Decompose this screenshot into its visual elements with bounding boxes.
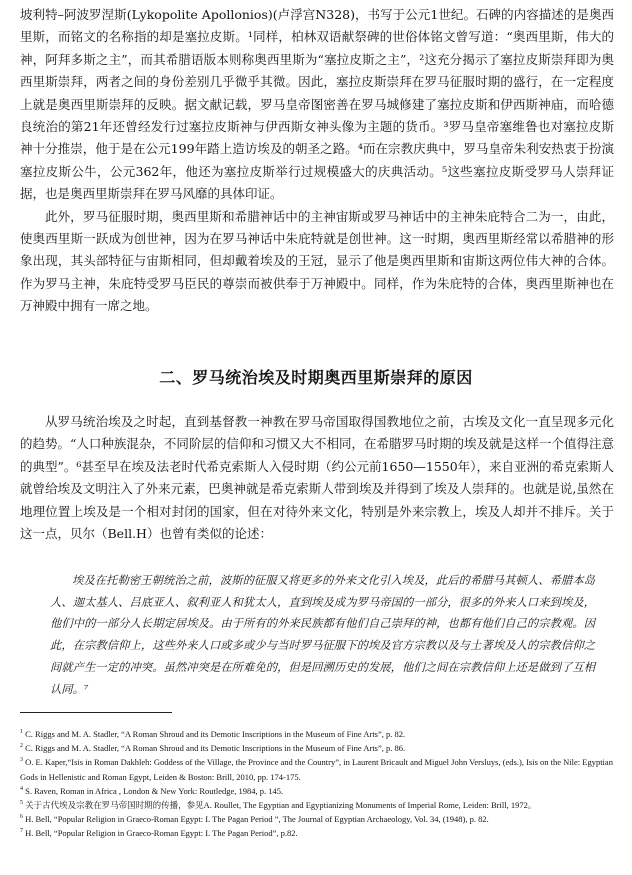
footnote (20, 826, 615, 840)
footnote-divider (20, 712, 172, 713)
footnote-text: O. E. Kaper,“Isis in Roman Dakhleh: Goddess of the Village, the Province and the Country”, in Laurent Bricault and Miguel John Versluys, (eds.), Isis on the Nile: Egyptian Gods in Hellenistic and Roman Egypt, Leiden & Boston: Brill, 2010, pp. 174-175. (20, 757, 613, 782)
footnote-number: 4 (20, 785, 23, 792)
footnote (20, 741, 615, 755)
body-text-section (20, 411, 614, 545)
footnote-number: 3 (20, 757, 23, 764)
paragraph-cultural-diversity: 从罗马统治埃及之时起，直到基督教一神教在罗马帝国取得国教地位之前，古埃及文化一直呈现多元化的趋势。“人口种族混杂，不同阶层的信仰和习惯又大不相同，在希腊罗马时期的埃及就是这样一个值得注意的典型”。⁶甚至早在埃及法老时代希克索斯人入侵时期（约公元前1650—1550年），来自亚洲的希克索斯人就曾给埃及文明注入了外来元素，巴奥神就是希克索斯人带到埃及并得到了埃及人崇拜的。也就是说,虽然在地理位置上埃及是一个相对封闭的国家，但在对待外来文化，特别是外来宗教上，埃及人却并不排斥。关于这一点，贝尔（Bell.H）也曾有类似的论述： (20, 414, 614, 542)
footnote-number: 5 (20, 800, 23, 807)
footnote-text: H. Bell, “Popular Religion in Graeco-Roman Egypt: I. The Pagan Period”, p.82. (25, 828, 298, 839)
footnote-text: S. Raven, Roman in Africa , London & New York: Routledge, 1984, p. 145. (25, 785, 284, 796)
footnote-number: 6 (20, 814, 23, 821)
footnote (20, 812, 615, 826)
footnote-text: C. Riggs and M. A. Stadler, “A Roman Shroud and its Demotic Inscriptions in the Museum of Fine Arts”, p. 82. (25, 729, 406, 739)
footnote (20, 755, 615, 783)
footnote-number: 2 (20, 743, 23, 750)
footnote (20, 784, 615, 798)
section-heading: 二、罗马统治埃及时期奥西里斯崇拜的原因 (159, 368, 473, 387)
block-quote-bell: 埃及在托勒密王朝统治之前，波斯的征服又将更多的外来文化引入埃及，此后的希腊马其顿人、希腊本岛人、迦太基人、吕底亚人、叙利亚人和犹太人，直到埃及成为罗马帝国的一部分，很多的外来人口来到埃及，他们中的一部分人长期定居埃及。由于所有的外来民族都有他们自己崇拜的神，也都有他们自己的宗教观。因此，在宗教信仰上，这些外来人口或多或少与当时罗马征服下的埃及官方宗教以及与土著埃及人的宗教信仰之间就产生一定的冲突。虽然冲突是在所难免的，但是回溯历史的发展，他们之间在宗教信仰上还是做到了互相认同。⁷ (50, 574, 595, 696)
footnote-text: H. Bell, “Popular Religion in Graeco-Roman Egypt: I. The Pagan Period ”, The Journal of Egyptian Archaeology, Vol. 34, (1948), p. 82. (25, 814, 489, 825)
paragraph-serapis-osiris: 坡利特–阿波罗涅斯(Lykopolite Apollonios)(卢浮宫N328)，书写于公元1世纪。石碑的内容描述的是奥西里斯，而铭文的名称指的却是塞拉皮斯。¹同样，柏林双语献祭碑的世俗体铭文曾写道：“奥西里斯，伟大的神，阿拜多斯之主”，而其希腊语版本则称奥西里斯为“塞拉皮斯之主”，²这充分揭示了塞拉皮斯崇拜即为奥西里斯崇拜，两者之间的身份差别几乎微乎其微。因此，塞拉皮斯崇拜在罗马征服时期的盛行，在一定程度上就是奥西里斯崇拜的反映。据文献记载，罗马皇帝图密善在罗马城修建了塞拉皮斯和伊西斯神庙，而哈德良统治的第21年还曾经发行过塞拉皮斯神与伊西斯女神头像为主题的货币。³罗马皇帝塞维鲁也对塞拉皮斯神十分推崇，他于是在公元199年踏上造访埃及的朝圣之路。⁴而在宗教庆典中，罗马皇帝朱利安热衷于扮演塞拉皮斯公牛，公元362年，他还为塞拉皮斯举行过规模盛大的庆典活动。⁵这些塞拉皮斯受罗马人崇拜证据，也是奥西里斯崇拜在罗马风靡的具体印证。 (20, 7, 614, 202)
footnote (20, 727, 615, 741)
footnote-number: 1 (20, 729, 23, 736)
footnote (20, 798, 615, 812)
body-text-top (20, 4, 614, 318)
footnote-number: 7 (20, 828, 23, 835)
footnote-text: C. Riggs and M. A. Stadler, “A Roman Shroud and its Demotic Inscriptions in the Museum of Fine Arts”, p. 86. (25, 743, 406, 754)
footnote-text: 关于古代埃及宗教在罗马帝国时期的传播，参见A. Roullet, The Egyptian and Egyptianizing Monuments of Imperial Rome, Leiden: Brill, 1972。 (25, 800, 537, 811)
footnotes (20, 727, 615, 841)
paragraph-jupiter-osiris: 此外，罗马征服时期，奥西里斯和希腊神话中的主神宙斯或罗马神话中的主神朱庇特合二为一，由此，使奥西里斯一跃成为创世神，因为在罗马神话中朱庇特就是创世神。这一时期，奥西里斯经常以希腊神的形象出现，其头部特征与宙斯相同，但却戴着埃及的王冠，显示了他是奥西里斯和宙斯这两位伟大神的合体。作为罗马主神，朱庇特受罗马臣民的尊崇而被供奉于万神殿中。同样，作为朱庇特的合体，奥西里斯神也在万神殿中拥有一席之地。 (20, 208, 614, 314)
